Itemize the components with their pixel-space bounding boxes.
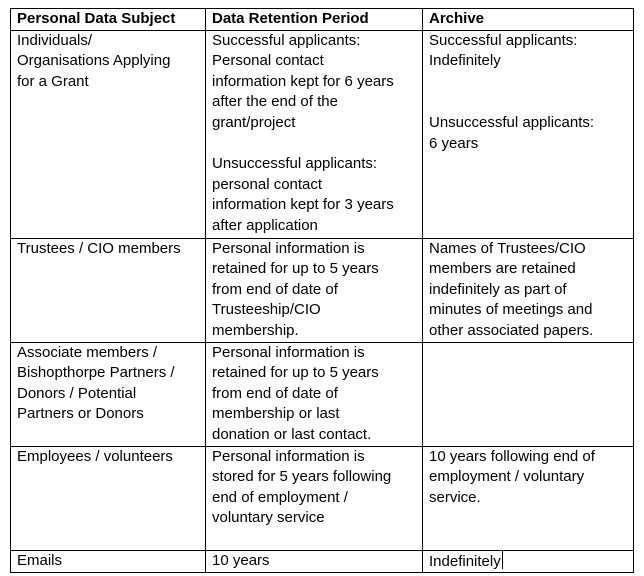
table-row	[11, 550, 634, 573]
archive-cell	[423, 342, 634, 446]
subject-cell	[11, 30, 206, 238]
archive-unsuccessful-text: Unsuccessful applicants: 6 years	[429, 113, 595, 152]
header-data-retention-period: Data Retention Period	[206, 9, 423, 31]
archive-cell: 10 years following end of employment / voluntary service.	[423, 446, 634, 550]
retention-cell: Personal information is stored for 5 years following end of employment / voluntary service	[206, 446, 423, 550]
table-row	[11, 446, 634, 550]
retention-unsuccessful-text: Unsuccessful applicants: personal contact information kept for 3 years after application	[212, 155, 394, 234]
subject-cell: Associate members / Bishopthorpe Partners / Donors / Potential Partners or Donors	[11, 342, 206, 446]
header-row	[11, 9, 634, 31]
table-row	[11, 238, 634, 342]
retention-cell: Personal information is retained for up to 5 years from end of date of membership or last donation or last contact.	[206, 342, 423, 446]
subject-text: Individuals/ Organisations Applying for a Grant	[17, 31, 171, 90]
retention-successful-text: Successful applicants: Personal contact information kept for 6 years after the end of the grant/project	[212, 31, 394, 131]
archive-cell	[423, 30, 634, 238]
retention-cell	[206, 30, 423, 238]
retention-cell: 10 years	[206, 550, 423, 573]
archive-cell[interactable]	[423, 550, 634, 573]
archive-successful-text: Successful applicants: Indefinitely	[429, 31, 578, 70]
subject-cell: Employees / volunteers	[11, 446, 206, 550]
subject-cell: Emails	[11, 550, 206, 573]
table-row	[11, 30, 634, 238]
subject-cell: Trustees / CIO members	[11, 238, 206, 342]
header-archive: Archive	[423, 9, 634, 31]
archive-cell: Names of Trustees/CIO members are retained indefinitely as part of minutes of meetings and other associated papers.	[423, 238, 634, 342]
header-personal-data-subject: Personal Data Subject	[11, 9, 206, 31]
data-retention-table	[10, 8, 634, 573]
table-row	[11, 342, 634, 446]
text-cursor	[502, 551, 503, 569]
archive-text: Indefinitely	[429, 552, 501, 570]
retention-cell: Personal information is retained for up to 5 years from end of date of Trusteeship/CIO membership.	[206, 238, 423, 342]
